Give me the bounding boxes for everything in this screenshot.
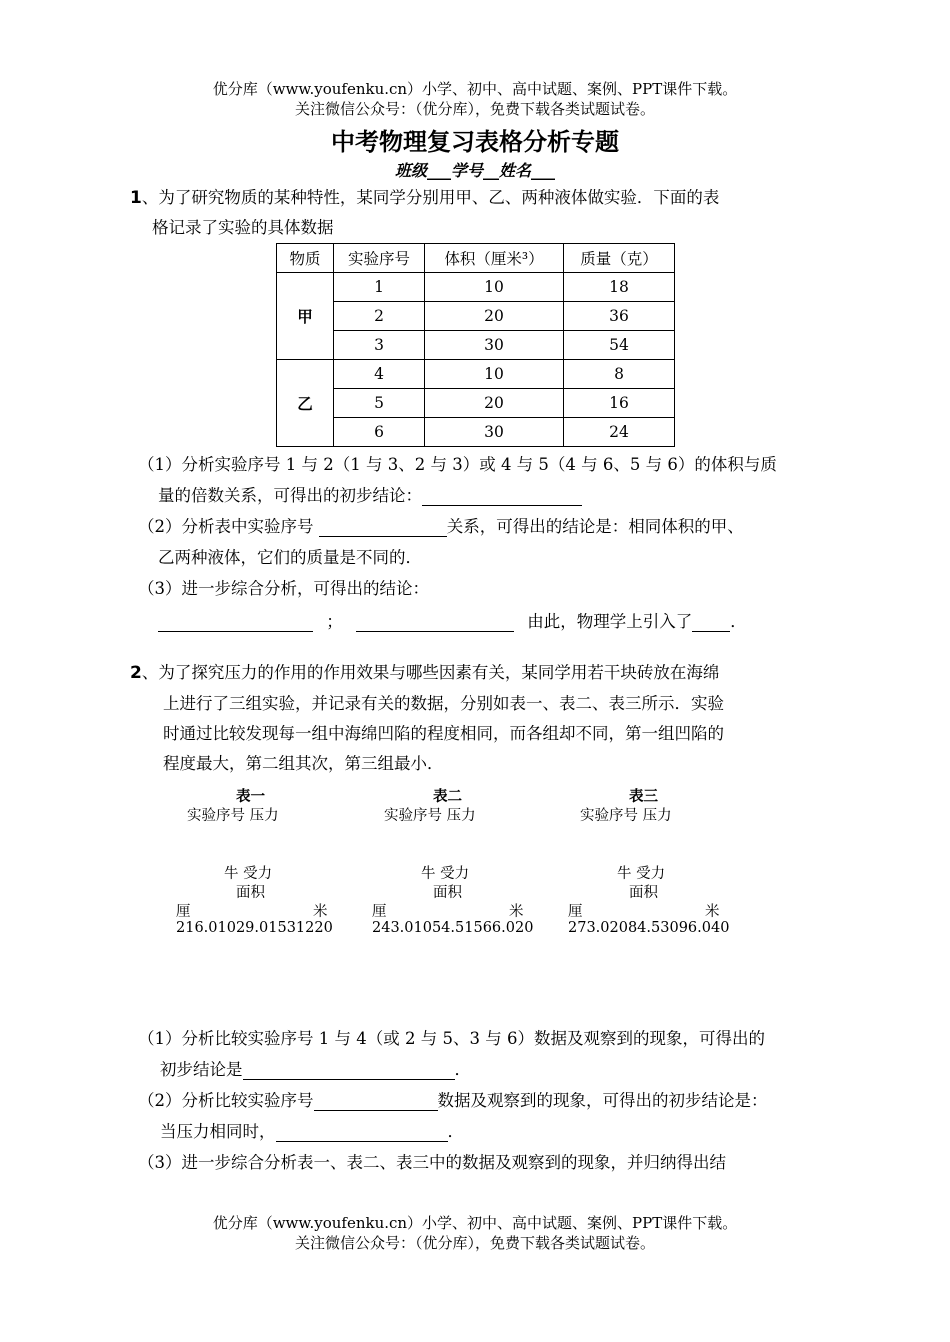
table-two-data: 243.01054.51566.020 — [372, 920, 534, 936]
table-two-title: 表二 — [433, 788, 462, 805]
q1-sub3-answer-blank-1[interactable] — [158, 613, 313, 632]
table-cell: 2 — [334, 302, 425, 331]
q2-sub2-text-c: 当压力相同时， — [160, 1122, 276, 1141]
q2-sub2-line-1 — [138, 1091, 768, 1111]
table-cell: 24 — [564, 418, 675, 447]
table-header-cell: 质量（克） — [564, 244, 675, 273]
table-cell: 18 — [564, 273, 675, 302]
q2-text-1: 、为了探究压力的作用的作用效果与哪些因素有关，某同学用若干块砖放在海绵 — [141, 663, 720, 682]
table-cell: 20 — [425, 302, 564, 331]
table-three-head: 实验序号 压力 — [580, 808, 672, 824]
table-row — [277, 273, 675, 302]
footer-line-1: 优分库（www.youfenku.cn）小学、初中、高中试题、案例、PPT课件下载。 — [212, 1214, 738, 1232]
table-one-title: 表一 — [236, 788, 265, 805]
q1-sub1-answer-blank[interactable] — [422, 487, 582, 506]
q2-sub3-line-1: （3）进一步综合分析表一、表二、表三中的数据及观察到的现象，并归纳得出结 — [138, 1153, 726, 1172]
header-line-1: 优分库（www.youfenku.cn）小学、初中、高中试题、案例、PPT课件下载。 — [212, 80, 738, 98]
q2-intro-line-4: 程度最大，第二组其次，第三组最小． — [163, 754, 444, 773]
table-two-unit-3a: 厘 — [372, 904, 387, 920]
table-one-data: 216.01029.01531220 — [176, 920, 333, 936]
table-three-unit-2: 面积 — [629, 885, 658, 901]
q1-sub3-end: ． — [730, 612, 747, 631]
table-row — [277, 302, 675, 331]
table-row — [277, 360, 675, 389]
table-cell: 10 — [425, 360, 564, 389]
q2-sub2-answer-blank-1[interactable] — [314, 1092, 438, 1111]
table-row — [277, 418, 675, 447]
table-three-unit-1: 牛 受力 — [617, 866, 666, 882]
q1-sub3-line-1: （3）进一步综合分析，可得出的结论： — [138, 579, 429, 598]
q2-sub1-line-1: （1）分析比较实验序号 1 与 4（或 2 与 5、3 与 6）数据及观察到的现象，可得出的 — [138, 1029, 765, 1048]
q2-number: 2 — [130, 663, 142, 683]
q2-sub2-end: ． — [447, 1122, 464, 1141]
q1-sub3-answer-blank-2[interactable] — [356, 613, 514, 632]
table-one-unit-3b: 米 — [313, 904, 328, 920]
table-cell: 36 — [564, 302, 675, 331]
table-three-unit-3b: 米 — [705, 904, 720, 920]
q1-sub2-line-2: 乙两种液体，它们的质量是不同的． — [158, 548, 422, 567]
q2-intro-line-2: 上进行了三组实验，并记录有关的数据，分别如表一、表二、表三所示．实验 — [163, 694, 724, 713]
table-row — [277, 389, 675, 418]
table-cell: 20 — [425, 389, 564, 418]
table-header-cell: 实验序号 — [334, 244, 425, 273]
q2-sub2-line-2 — [160, 1122, 464, 1142]
table-cell: 5 — [334, 389, 425, 418]
table-cell: 30 — [425, 331, 564, 360]
q2-sub1-line-2 — [160, 1060, 471, 1080]
table-cell: 54 — [564, 331, 675, 360]
q1-text-1: 、为了研究物质的某种特性，某同学分别用甲、乙、两种液体做实验．下面的表 — [141, 188, 720, 207]
header-line-2: 关注微信公众号：（优分库），免费下载各类试题试卷。 — [294, 100, 655, 118]
q2-intro-line-3: 时通过比较发现每一组中海绵凹陷的程度相同，而各组却不同，第一组凹陷的 — [163, 724, 724, 743]
q1-number: 1 — [130, 188, 142, 208]
table-cell: 16 — [564, 389, 675, 418]
q1-sub3-answer-blank-3[interactable] — [692, 613, 730, 632]
q2-intro-line-1 — [130, 663, 719, 683]
substance-cell: 乙 — [277, 360, 334, 447]
q2-sub2-text-a: （2）分析比较实验序号 — [138, 1091, 314, 1110]
table-two-unit-1: 牛 受力 — [421, 866, 470, 882]
table-one-unit-1: 牛 受力 — [224, 866, 273, 882]
q1-intro-line-2: 格记录了实验的具体数据 — [152, 218, 334, 237]
table-one-head: 实验序号 压力 — [187, 808, 279, 824]
q1-data-table — [276, 243, 675, 447]
table-header-row — [277, 244, 675, 273]
table-header-cell: 体积（厘米³） — [425, 244, 564, 273]
table-cell: 8 — [564, 360, 675, 389]
q1-sub1-line-1: （1）分析实验序号 1 与 2（1 与 3、2 与 3）或 4 与 5（4 与 6、5 与 6）的体积与质 — [138, 455, 777, 474]
substance-cell: 甲 — [277, 273, 334, 360]
table-three-unit-3a: 厘 — [568, 904, 583, 920]
footer-line-2: 关注微信公众号：（优分库），免费下载各类试题试卷。 — [294, 1234, 655, 1252]
q2-sub1-text: 初步结论是 — [160, 1060, 243, 1079]
table-cell: 6 — [334, 418, 425, 447]
table-one-unit-3a: 厘 — [176, 904, 191, 920]
q2-sub1-end: ． — [454, 1060, 471, 1079]
table-two-unit-3b: 米 — [509, 904, 524, 920]
table-two-unit-2: 面积 — [433, 885, 462, 901]
table-three-data: 273.02084.53096.040 — [568, 920, 730, 936]
table-three-title: 表三 — [629, 788, 658, 805]
q2-sub2-answer-blank-2[interactable] — [276, 1123, 448, 1142]
table-cell: 1 — [334, 273, 425, 302]
page-title: 中考物理复习表格分析专题 — [331, 127, 619, 156]
q1-sub3-separator: ； — [326, 612, 343, 631]
q1-sub3-text: 由此，物理学上引入了 — [527, 612, 693, 631]
table-cell: 30 — [425, 418, 564, 447]
table-row — [277, 331, 675, 360]
q1-sub2-text-b: 关系，可得出的结论是：相同体积的甲、 — [446, 517, 744, 536]
q1-sub2-answer-blank[interactable] — [319, 518, 447, 537]
q1-sub1-text: 量的倍数关系，可得出的初步结论： — [158, 486, 422, 505]
q1-sub3-line-2 — [158, 612, 747, 632]
table-cell: 4 — [334, 360, 425, 389]
table-cell: 3 — [334, 331, 425, 360]
q1-sub2-line-1 — [138, 517, 744, 537]
q1-sub2-text-a: （2）分析表中实验序号 — [138, 517, 314, 536]
table-two-head: 实验序号 压力 — [384, 808, 476, 824]
q1-sub1-line-2 — [158, 486, 582, 506]
q2-sub2-text-b: 数据及观察到的现象，可得出的初步结论是： — [437, 1091, 768, 1110]
table-header-cell: 物质 — [277, 244, 334, 273]
page-subtitle: 班级___学号__姓名___ — [394, 161, 555, 180]
table-cell: 10 — [425, 273, 564, 302]
q2-sub1-answer-blank[interactable] — [243, 1061, 455, 1080]
table-one-unit-2: 面积 — [236, 885, 265, 901]
q1-intro-line-1 — [130, 188, 719, 208]
